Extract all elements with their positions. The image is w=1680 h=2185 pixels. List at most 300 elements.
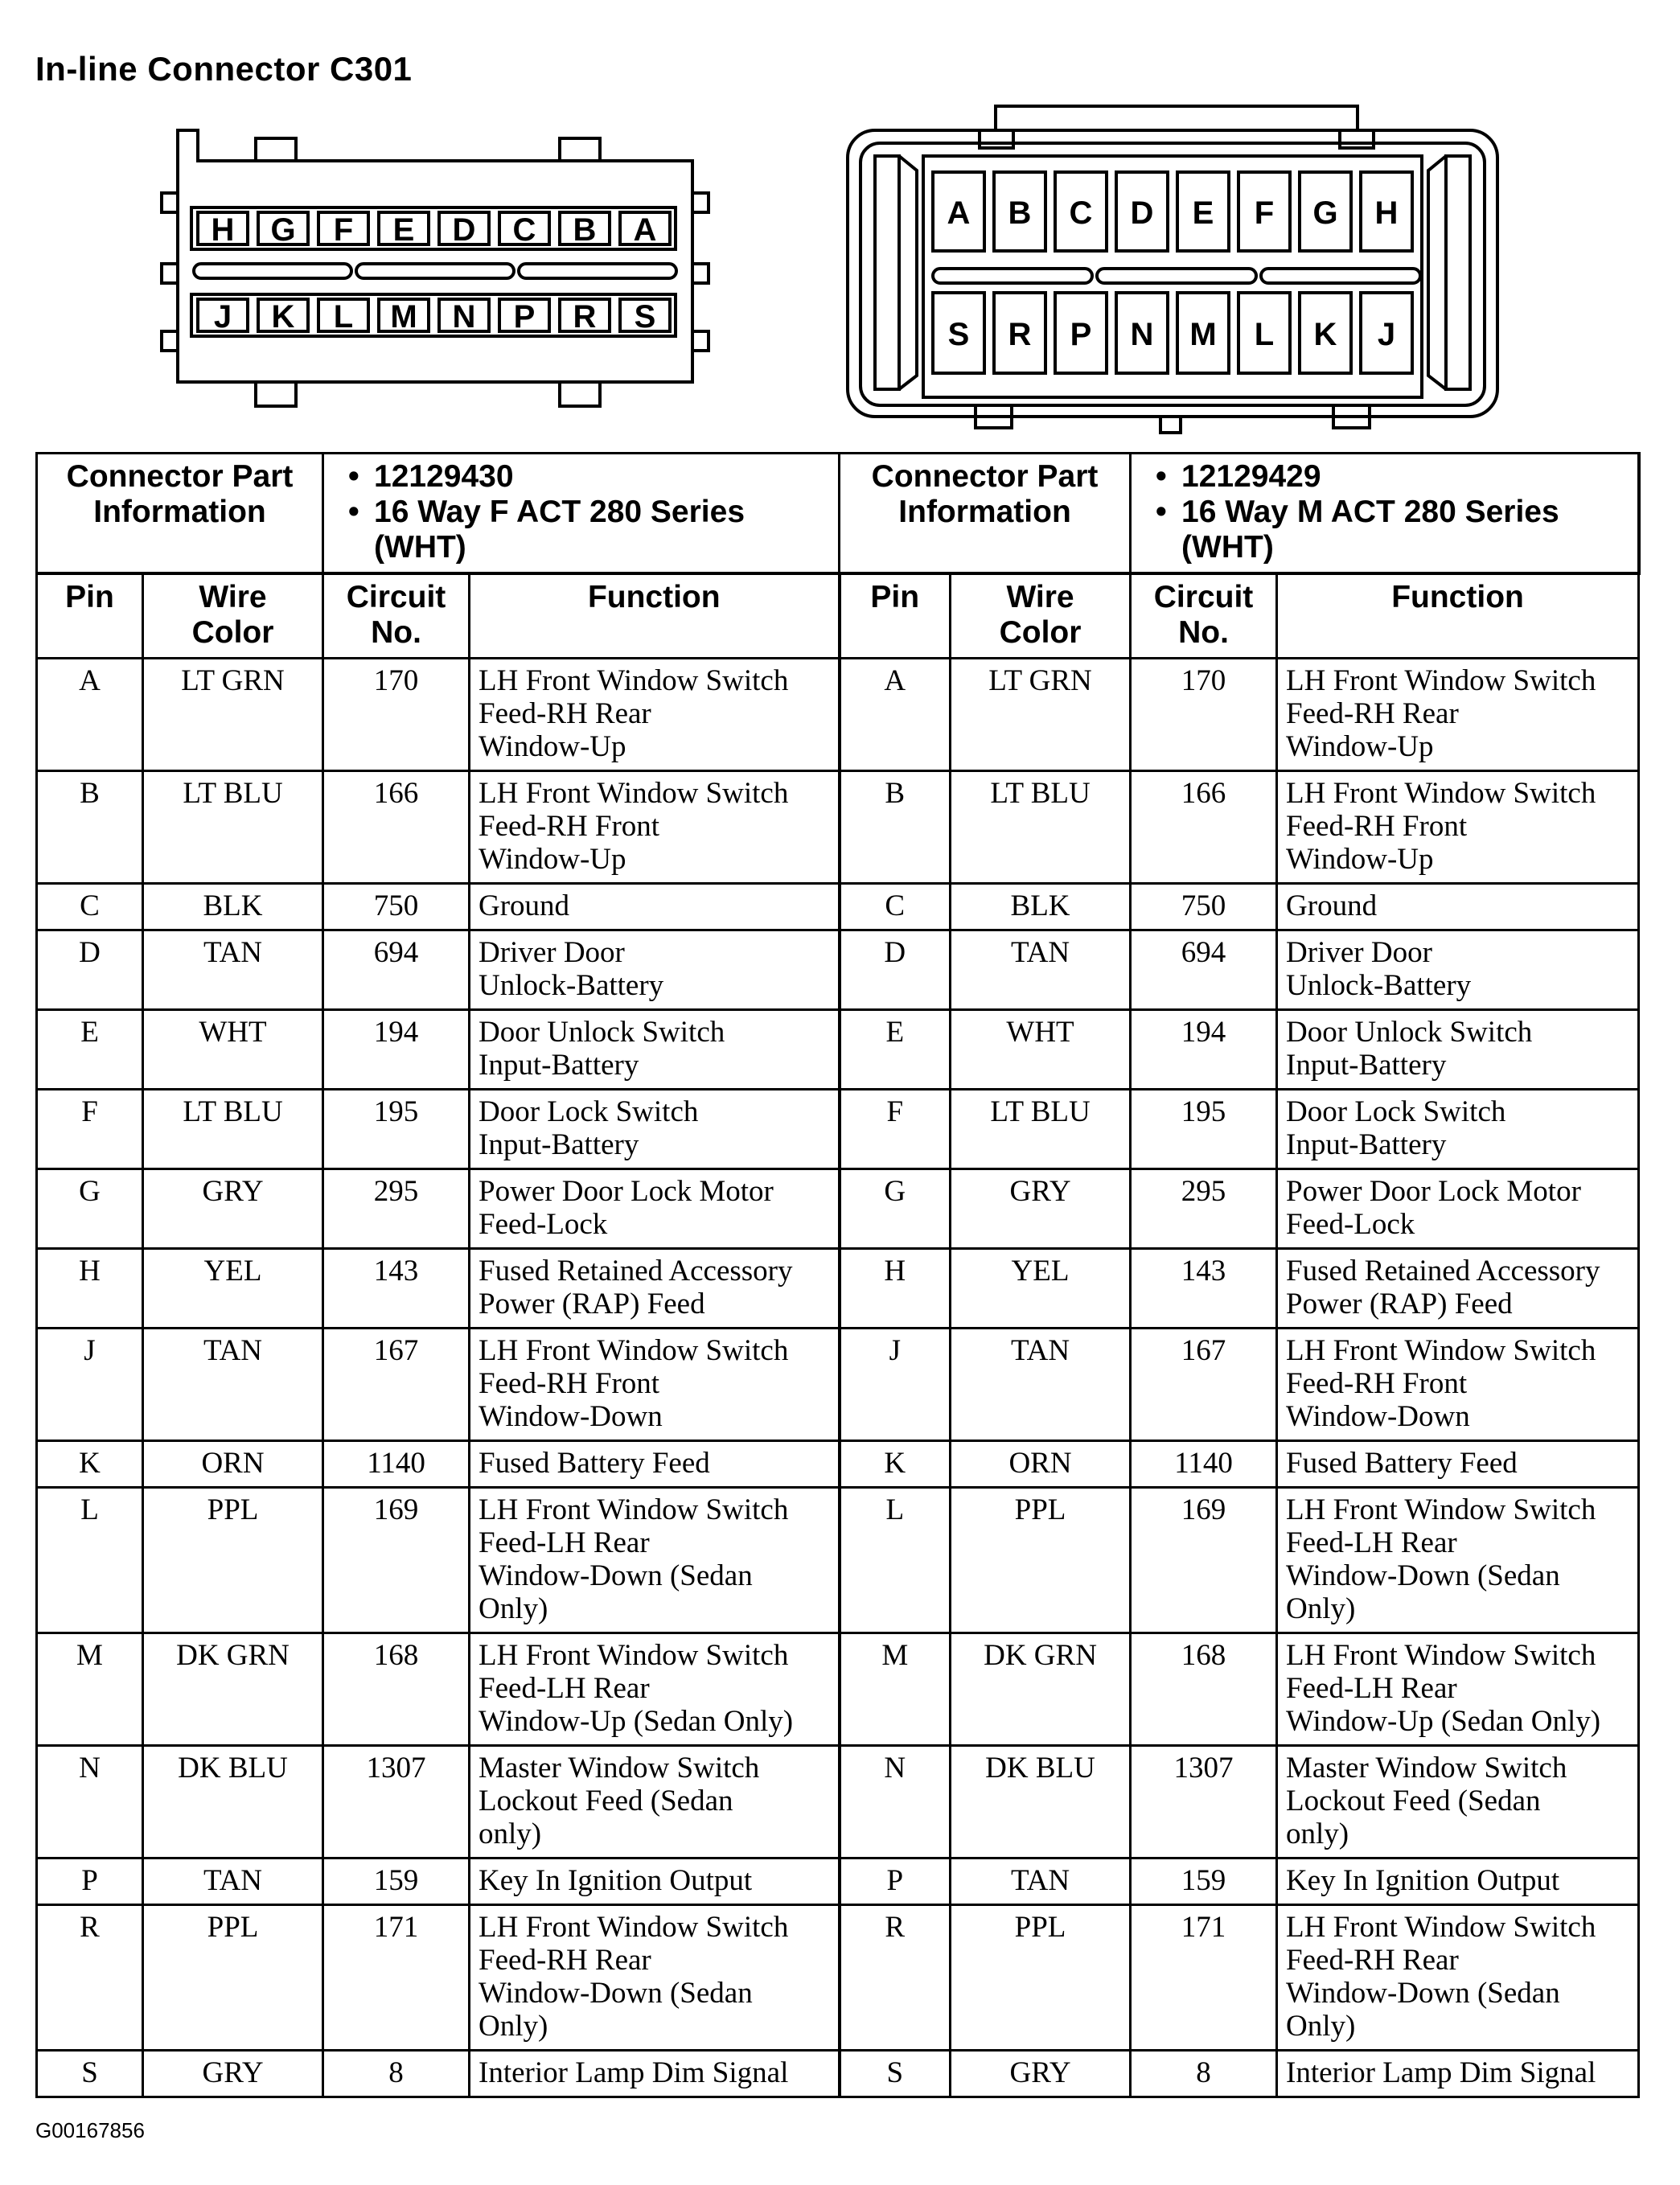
right-circuit-cell: 169 <box>1131 1488 1277 1633</box>
function-line: Feed-LH Rear <box>1286 1672 1457 1705</box>
header-wire-line2: Color <box>999 615 1082 650</box>
right-circuit-cell: 8 <box>1131 2051 1277 2097</box>
function-line: LH Front Window Switch <box>1286 1639 1596 1672</box>
left-function-cell <box>470 1090 840 1169</box>
left-function-cell <box>470 1633 840 1746</box>
table-row <box>37 1905 1639 2051</box>
right-function-cell <box>1277 659 1639 771</box>
pin-label: F <box>1254 195 1275 231</box>
left-circuit-cell: 8 <box>323 2051 470 2097</box>
function-line: Ground <box>479 889 570 922</box>
left-part-number: • 12129430 <box>374 459 830 495</box>
right-function-cell <box>1277 2051 1639 2097</box>
left-part-description: • 16 Way F ACT 280 Series <box>374 495 830 530</box>
function-line: Window-Up <box>479 843 626 876</box>
function-line: Feed-RH Front <box>1286 1367 1468 1400</box>
right-wire-color-cell: TAN <box>951 1329 1131 1441</box>
left-function-cell <box>470 1169 840 1249</box>
right-function-cell <box>1277 1633 1639 1746</box>
left-pin-cell: F <box>37 1090 143 1169</box>
right-function-cell <box>1277 1905 1639 2051</box>
pin-label: R <box>573 299 597 335</box>
right-function-cell <box>1277 1329 1639 1441</box>
pin-label: C <box>1069 195 1093 231</box>
left-pin-cell: K <box>37 1441 143 1488</box>
right-wire-color-cell: DK GRN <box>951 1633 1131 1746</box>
female-pin-m <box>379 299 429 335</box>
pin-label: J <box>213 299 232 335</box>
function-line: only) <box>1286 1817 1349 1850</box>
function-line: Fused Retained Accessory <box>479 1255 793 1288</box>
right-circuit-cell: 194 <box>1131 1010 1277 1090</box>
function-line: Only) <box>479 2010 548 2043</box>
function-line: Window-Down (Sedan <box>1286 1559 1560 1592</box>
function-line: Feed-LH Rear <box>1286 1526 1457 1559</box>
header-pin: Pin <box>37 573 143 659</box>
left-wire-color-cell: TAN <box>143 930 323 1010</box>
right-wire-color-cell: BLK <box>951 884 1131 930</box>
left-circuit-cell: 167 <box>323 1329 470 1441</box>
left-function-cell <box>470 2051 840 2097</box>
function-line: Input-Battery <box>479 1049 639 1082</box>
right-pin-cell: G <box>840 1169 951 1249</box>
right-pin-cell: D <box>840 930 951 1010</box>
function-line: Door Unlock Switch <box>1286 1016 1533 1049</box>
left-circuit-cell: 194 <box>323 1010 470 1090</box>
left-wire-color-cell: WHT <box>143 1010 323 1090</box>
left-function-cell <box>470 930 840 1010</box>
left-pin-cell: L <box>37 1488 143 1633</box>
male-pin-c <box>1055 172 1107 251</box>
right-wire-color-cell: LT BLU <box>951 1090 1131 1169</box>
female-pin-c <box>499 212 549 248</box>
pin-label: N <box>1130 317 1154 352</box>
function-line: Driver Door <box>1286 936 1432 969</box>
function-line: Input-Battery <box>479 1128 639 1161</box>
function-line: Feed-LH Rear <box>479 1526 650 1559</box>
right-pin-cell: K <box>840 1441 951 1488</box>
header-wire-color <box>143 573 323 659</box>
pin-label: M <box>390 299 417 335</box>
male-pin-d <box>1116 172 1168 251</box>
table-row <box>37 1010 1639 1090</box>
table-row <box>37 1746 1639 1858</box>
right-wire-color-cell: PPL <box>951 1905 1131 2051</box>
function-line: Window-Up <box>1286 730 1434 763</box>
right-circuit-cell: 159 <box>1131 1858 1277 1905</box>
pin-label: J <box>1377 317 1396 352</box>
function-line: LH Front Window Switch <box>479 1493 789 1526</box>
function-line: Interior Lamp Dim Signal <box>479 2056 789 2089</box>
left-circuit-cell: 195 <box>323 1090 470 1169</box>
table-row <box>37 1633 1639 1746</box>
right-part-number: • 12129429 <box>1181 459 1629 495</box>
male-pin-l <box>1238 293 1290 373</box>
right-wire-color-cell: LT BLU <box>951 771 1131 884</box>
left-wire-color-cell: PPL <box>143 1488 323 1633</box>
right-circuit-cell: 171 <box>1131 1905 1277 2051</box>
female-pin-e <box>379 212 429 248</box>
function-line: Feed-RH Front <box>1286 810 1468 843</box>
right-function-cell <box>1277 1441 1639 1488</box>
right-function-cell <box>1277 930 1639 1010</box>
function-line: LH Front Window Switch <box>479 1334 789 1367</box>
function-line: Feed-LH Rear <box>479 1672 650 1705</box>
left-wire-color-cell: PPL <box>143 1905 323 2051</box>
left-part-label-line2: Information <box>93 495 266 529</box>
header-circuit-line1: Circuit <box>1153 580 1254 614</box>
right-part-info <box>1131 454 1639 574</box>
function-line: Window-Up (Sedan Only) <box>479 1705 794 1738</box>
female-pin-g <box>258 212 308 248</box>
right-function-cell <box>1277 1488 1639 1633</box>
pin-label: G <box>270 212 296 248</box>
table-row <box>37 2051 1639 2097</box>
left-function-cell <box>470 1858 840 1905</box>
right-wire-color-cell: WHT <box>951 1010 1131 1090</box>
part-info-row <box>37 454 1639 574</box>
right-wire-color-cell: YEL <box>951 1249 1131 1329</box>
right-pin-cell: C <box>840 884 951 930</box>
male-pin-n <box>1116 293 1168 373</box>
right-wire-color-cell: DK BLU <box>951 1746 1131 1858</box>
left-pin-cell: N <box>37 1746 143 1858</box>
left-function-cell <box>470 1249 840 1329</box>
pin-rows <box>37 659 1639 2097</box>
female-pin-k <box>258 299 308 335</box>
left-wire-color-cell: GRY <box>143 1169 323 1249</box>
male-pin-e <box>1177 172 1229 251</box>
function-line: LH Front Window Switch <box>479 664 789 697</box>
table-row <box>37 1329 1639 1441</box>
header-pin: Pin <box>840 573 951 659</box>
function-line: Fused Battery Feed <box>1286 1447 1518 1480</box>
male-pin-a <box>933 172 984 251</box>
function-line: Power (RAP) Feed <box>479 1288 705 1320</box>
pin-label: B <box>573 212 597 248</box>
table-row <box>37 930 1639 1010</box>
function-line: Master Window Switch <box>1286 1752 1567 1785</box>
male-pin-h <box>1361 172 1412 251</box>
function-line: Window-Down <box>1286 1400 1470 1433</box>
right-pin-cell: E <box>840 1010 951 1090</box>
header-wire-line1: Wire <box>1006 580 1074 614</box>
table-row <box>37 1249 1639 1329</box>
female-pin-l <box>318 299 368 335</box>
left-circuit-cell: 169 <box>323 1488 470 1633</box>
right-wire-color-cell: LT GRN <box>951 659 1131 771</box>
right-circuit-cell: 295 <box>1131 1169 1277 1249</box>
female-pin-p <box>499 299 549 335</box>
function-line: Feed-RH Front <box>479 1367 660 1400</box>
right-pin-cell: A <box>840 659 951 771</box>
male-pin-g <box>1300 172 1351 251</box>
function-line: LH Front Window Switch <box>1286 1493 1596 1526</box>
left-wire-color-cell: ORN <box>143 1441 323 1488</box>
right-pin-cell: J <box>840 1329 951 1441</box>
male-pin-s <box>933 293 984 373</box>
left-pin-cell: G <box>37 1169 143 1249</box>
left-part-color: (WHT) <box>374 530 466 565</box>
function-line: Interior Lamp Dim Signal <box>1286 2056 1596 2089</box>
female-pin-a <box>620 212 670 248</box>
left-wire-color-cell: LT BLU <box>143 1090 323 1169</box>
right-part-color: (WHT) <box>1181 530 1274 565</box>
function-line: Feed-RH Rear <box>479 697 651 730</box>
pin-label: E <box>392 212 415 248</box>
left-function-cell <box>470 1488 840 1633</box>
function-line: Key In Ignition Output <box>479 1864 753 1897</box>
right-circuit-cell: 1307 <box>1131 1746 1277 1858</box>
pin-label: E <box>1192 195 1214 231</box>
left-circuit-cell: 750 <box>323 884 470 930</box>
right-circuit-cell: 143 <box>1131 1249 1277 1329</box>
function-line: Feed-RH Rear <box>1286 1944 1459 1977</box>
pin-label: H <box>211 212 235 248</box>
male-pin-p <box>1055 293 1107 373</box>
left-pin-cell: S <box>37 2051 143 2097</box>
male-pin-f <box>1238 172 1290 251</box>
right-pin-cell: L <box>840 1488 951 1633</box>
header-wire-line2: Color <box>191 615 274 650</box>
male-pin-k <box>1300 293 1351 373</box>
pin-label: B <box>1008 195 1032 231</box>
figure-id: G00167856 <box>35 2118 145 2142</box>
left-function-cell <box>470 1329 840 1441</box>
pin-label: L <box>1254 317 1275 352</box>
pin-label: K <box>271 299 295 335</box>
left-pin-cell: E <box>37 1010 143 1090</box>
function-line: Feed-RH Rear <box>479 1944 651 1977</box>
function-line: Power (RAP) Feed <box>1286 1288 1513 1320</box>
right-wire-color-cell: PPL <box>951 1488 1131 1633</box>
right-function-cell <box>1277 1169 1639 1249</box>
function-line: Only) <box>479 1592 548 1625</box>
left-pin-cell: B <box>37 771 143 884</box>
right-pin-cell: B <box>840 771 951 884</box>
right-circuit-cell: 170 <box>1131 659 1277 771</box>
table-row <box>37 771 1639 884</box>
right-function-cell <box>1277 884 1639 930</box>
left-wire-color-cell: DK GRN <box>143 1633 323 1746</box>
left-wire-color-cell: TAN <box>143 1329 323 1441</box>
function-line: Input-Battery <box>1286 1049 1447 1082</box>
left-pin-cell: M <box>37 1633 143 1746</box>
right-wire-color-cell: GRY <box>951 1169 1131 1249</box>
left-part-label-line1: Connector Part <box>66 459 294 494</box>
right-wire-color-cell: ORN <box>951 1441 1131 1488</box>
female-pin-r <box>560 299 610 335</box>
right-circuit-cell: 168 <box>1131 1633 1277 1746</box>
left-wire-color-cell: LT BLU <box>143 771 323 884</box>
table-row <box>37 1090 1639 1169</box>
function-line: Feed-RH Front <box>479 810 660 843</box>
left-part-info <box>323 454 840 574</box>
pin-table <box>35 452 1641 2098</box>
left-function-cell <box>470 1010 840 1090</box>
pin-label: L <box>333 299 354 335</box>
table-row <box>37 1858 1639 1905</box>
function-line: LH Front Window Switch <box>1286 1334 1596 1367</box>
left-function-cell <box>470 1905 840 2051</box>
function-line: Feed-Lock <box>1286 1208 1415 1241</box>
female-pin-f <box>318 212 368 248</box>
pin-label: C <box>512 212 536 248</box>
male-pin-b <box>994 172 1045 251</box>
function-line: Master Window Switch <box>479 1752 760 1785</box>
left-wire-color-cell: DK BLU <box>143 1746 323 1858</box>
function-line: Window-Up (Sedan Only) <box>1286 1705 1601 1738</box>
function-line: Only) <box>1286 1592 1356 1625</box>
female-pin-j <box>198 299 248 335</box>
function-line: Fused Retained Accessory <box>1286 1255 1600 1288</box>
right-circuit-cell: 750 <box>1131 884 1277 930</box>
pin-label: F <box>333 212 354 248</box>
pin-label: M <box>1189 317 1217 352</box>
left-circuit-cell: 1140 <box>323 1441 470 1488</box>
function-line: Unlock-Battery <box>1286 969 1472 1002</box>
left-pin-cell: P <box>37 1858 143 1905</box>
right-circuit-cell: 167 <box>1131 1329 1277 1441</box>
function-line: LH Front Window Switch <box>479 1639 789 1672</box>
function-line: LH Front Window Switch <box>1286 777 1596 810</box>
function-line: Only) <box>1286 2010 1356 2043</box>
function-line: Lockout Feed (Sedan <box>479 1785 733 1817</box>
pin-label: A <box>947 195 971 231</box>
left-circuit-cell: 295 <box>323 1169 470 1249</box>
function-line: Feed-Lock <box>479 1208 608 1241</box>
right-function-cell <box>1277 1858 1639 1905</box>
function-line: Window-Down <box>479 1400 663 1433</box>
left-wire-color-cell: GRY <box>143 2051 323 2097</box>
function-line: Window-Down (Sedan <box>479 1559 753 1592</box>
right-pin-cell: M <box>840 1633 951 1746</box>
function-line: Door Lock Switch <box>1286 1095 1506 1128</box>
left-pin-cell: H <box>37 1249 143 1329</box>
pin-label: N <box>452 299 476 335</box>
left-circuit-cell: 168 <box>323 1633 470 1746</box>
left-pin-cell: R <box>37 1905 143 2051</box>
right-pin-cell: R <box>840 1905 951 2051</box>
right-wire-color-cell: TAN <box>951 930 1131 1010</box>
right-part-label <box>840 454 1131 574</box>
function-line: LH Front Window Switch <box>479 777 789 810</box>
right-pin-cell: H <box>840 1249 951 1329</box>
pin-label: D <box>452 212 476 248</box>
table-row <box>37 659 1639 771</box>
male-connector-diagram <box>843 98 1502 436</box>
function-line: Door Unlock Switch <box>479 1016 725 1049</box>
pin-label: S <box>634 299 656 335</box>
table-row <box>37 1488 1639 1633</box>
pin-label: P <box>513 299 536 335</box>
function-line: Lockout Feed (Sedan <box>1286 1785 1541 1817</box>
female-pin-n <box>439 299 489 335</box>
table-row <box>37 1441 1639 1488</box>
pin-label: H <box>1374 195 1399 231</box>
function-line: LH Front Window Switch <box>1286 1911 1596 1944</box>
pin-label: G <box>1312 195 1338 231</box>
left-circuit-cell: 159 <box>323 1858 470 1905</box>
left-wire-color-cell: LT GRN <box>143 659 323 771</box>
function-line: Window-Up <box>1286 843 1434 876</box>
function-line: Window-Down (Sedan <box>1286 1977 1560 2010</box>
function-line: Ground <box>1286 889 1378 922</box>
header-circuit-line2: No. <box>371 615 421 650</box>
left-wire-color-cell: TAN <box>143 1858 323 1905</box>
function-line: Key In Ignition Output <box>1286 1864 1560 1897</box>
table-row <box>37 1169 1639 1249</box>
right-function-cell <box>1277 1746 1639 1858</box>
function-line: LH Front Window Switch <box>479 1911 789 1944</box>
left-function-cell <box>470 1746 840 1858</box>
left-function-cell <box>470 771 840 884</box>
pin-label: P <box>1070 317 1092 352</box>
right-wire-color-cell: GRY <box>951 2051 1131 2097</box>
right-pin-cell: N <box>840 1746 951 1858</box>
male-pin-r <box>994 293 1045 373</box>
left-circuit-cell: 694 <box>323 930 470 1010</box>
right-function-cell <box>1277 1090 1639 1169</box>
right-pin-cell: F <box>840 1090 951 1169</box>
pin-label: D <box>1130 195 1154 231</box>
left-function-cell <box>470 884 840 930</box>
left-pin-cell: D <box>37 930 143 1010</box>
right-function-cell <box>1277 1010 1639 1090</box>
right-circuit-cell: 694 <box>1131 930 1277 1010</box>
header-function: Function <box>470 573 840 659</box>
female-pin-s <box>620 299 670 335</box>
function-line: Fused Battery Feed <box>479 1447 710 1480</box>
page-title: In-line Connector C301 <box>35 50 413 88</box>
function-line: Power Door Lock Motor <box>1286 1175 1581 1208</box>
left-part-label <box>37 454 323 574</box>
function-line: LH Front Window Switch <box>1286 664 1596 697</box>
pin-label: S <box>947 317 970 352</box>
left-wire-color-cell: BLK <box>143 884 323 930</box>
header-wire-color <box>951 573 1131 659</box>
left-wire-color-cell: YEL <box>143 1249 323 1329</box>
header-circuit-line1: Circuit <box>346 580 446 614</box>
left-circuit-cell: 143 <box>323 1249 470 1329</box>
header-circuit-line2: No. <box>1178 615 1229 650</box>
right-part-description: • 16 Way M ACT 280 Series <box>1181 495 1629 530</box>
female-pin-d <box>439 212 489 248</box>
function-line: Door Lock Switch <box>479 1095 699 1128</box>
female-connector-diagram <box>158 121 737 426</box>
function-line: only) <box>479 1817 542 1850</box>
function-line: Window-Up <box>479 730 626 763</box>
female-pin-b <box>560 212 610 248</box>
right-circuit-cell: 166 <box>1131 771 1277 884</box>
function-line: Power Door Lock Motor <box>479 1175 774 1208</box>
header-circuit-no <box>1131 573 1277 659</box>
male-pin-j <box>1361 293 1412 373</box>
female-pin-h <box>198 212 248 248</box>
right-pin-cell: P <box>840 1858 951 1905</box>
right-circuit-cell: 195 <box>1131 1090 1277 1169</box>
table-row <box>37 884 1639 930</box>
function-line: Window-Down (Sedan <box>479 1977 753 2010</box>
left-function-cell <box>470 659 840 771</box>
right-part-label-line2: Information <box>898 495 1071 529</box>
left-function-cell <box>470 1441 840 1488</box>
right-part-label-line1: Connector Part <box>871 459 1099 494</box>
left-pin-cell: A <box>37 659 143 771</box>
function-line: Driver Door <box>479 936 625 969</box>
left-pin-cell: C <box>37 884 143 930</box>
column-header-row <box>37 573 1639 659</box>
